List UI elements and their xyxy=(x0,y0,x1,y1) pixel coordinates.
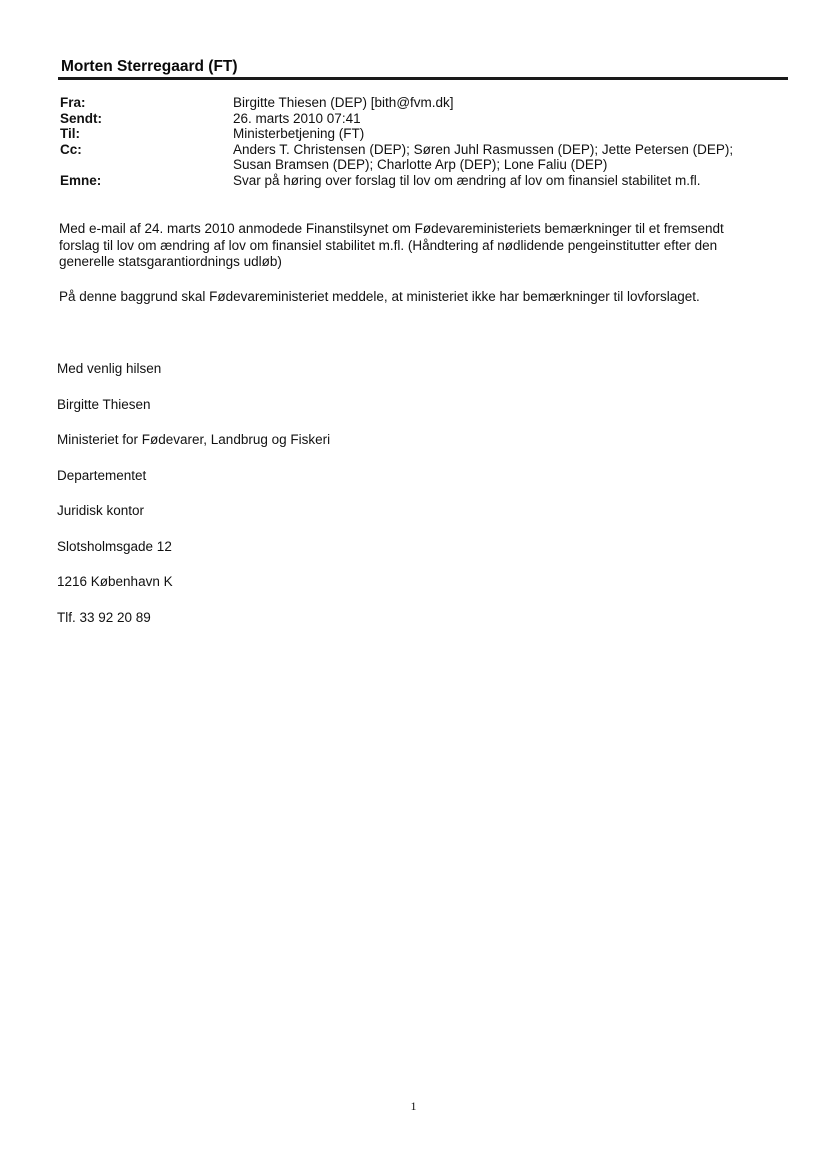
from-label: Fra: xyxy=(60,95,86,110)
header-row-subject xyxy=(60,173,780,189)
email-header xyxy=(60,95,780,188)
signature-office: Juridisk kontor xyxy=(57,503,145,518)
cc-value xyxy=(233,142,780,173)
signature-name: Birgitte Thiesen xyxy=(57,396,151,412)
signature-street: Slotsholmsgade 12 xyxy=(57,538,172,554)
signature-city: 1216 København K xyxy=(57,574,173,589)
signature-phone: Tlf. 33 92 20 89 xyxy=(57,609,151,625)
signature-closing: Med venlig hilsen xyxy=(57,361,162,376)
cc-label: Cc: xyxy=(60,141,82,157)
signature-ministry: Ministeriet for Fødevarer, Landbrug og Fiskeri xyxy=(57,432,331,447)
document-title: Morten Sterregaard (FT) xyxy=(61,58,238,75)
header-row-from xyxy=(60,95,780,111)
title-divider xyxy=(58,77,788,80)
subject-value: Svar på høring over forslag til lov om ændring af lov om finansiel stabilitet m.fl. xyxy=(233,172,701,188)
to-label: Til: xyxy=(60,126,80,141)
sent-label: Sendt: xyxy=(60,110,102,126)
page-number: 1 xyxy=(410,1099,417,1113)
sent-value: 26. marts 2010 07:41 xyxy=(233,110,361,126)
subject-label: Emne: xyxy=(60,172,102,188)
header-row-cc xyxy=(60,142,780,173)
signature-block xyxy=(57,361,330,645)
header-row-to xyxy=(60,126,780,142)
body-paragraph-1: Med e-mail af 24. marts 2010 anmodede Finanstilsynet om Fødevareministeriets bemærkninger til et fremsendt forslag til lov om ændring af lov om finansiel stabilitet m.fl. (Håndtering af nødlidende pengeinstitutter efter den generelle statsgarantiordnings udløb) xyxy=(59,221,724,269)
cc-value-line-2: Susan Bramsen (DEP); Charlotte Arp (DEP); Lone Faliu (DEP) xyxy=(233,157,608,172)
cc-value-line-1: Anders T. Christensen (DEP); Søren Juhl Rasmussen (DEP); Jette Petersen (DEP); xyxy=(233,141,734,157)
signature-department: Departementet xyxy=(57,467,147,483)
body-paragraph-2: På denne baggrund skal Fødevareministeriet meddele, at ministeriet ikke har bemærkninger til lovforslaget. xyxy=(59,289,700,304)
from-value: Birgitte Thiesen (DEP) [bith@fvm.dk] xyxy=(233,95,454,110)
header-row-sent xyxy=(60,111,780,127)
to-value: Ministerbetjening (FT) xyxy=(233,126,365,141)
